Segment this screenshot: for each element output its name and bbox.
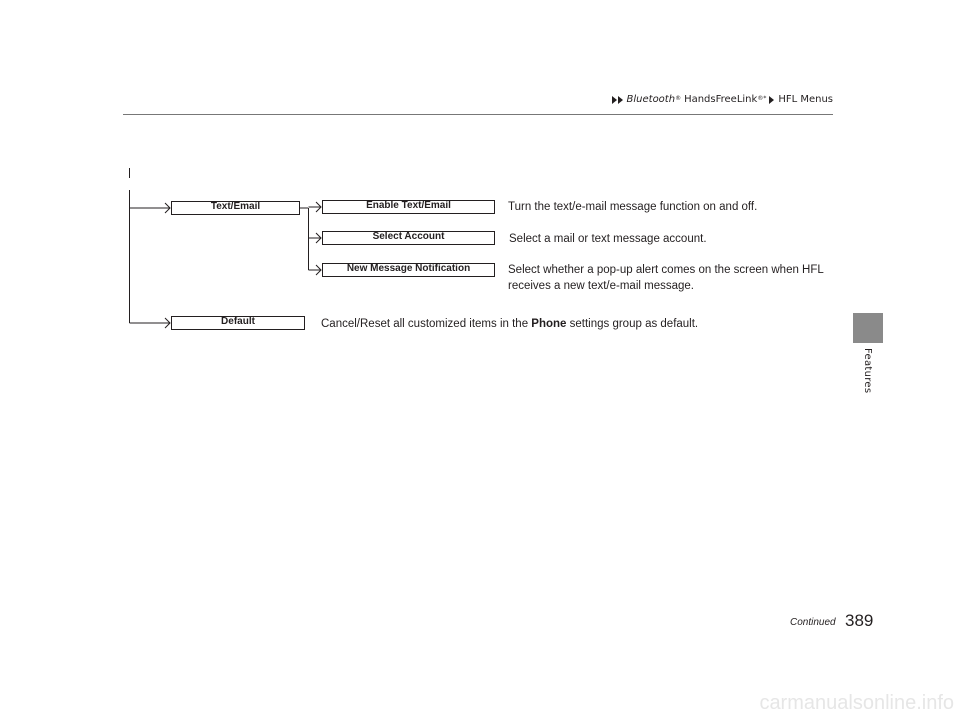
description-text: settings group as default.	[566, 318, 699, 330]
description-new-message-notification	[508, 262, 824, 294]
watermark: carmanualsonline.info	[759, 692, 954, 714]
description-emphasis: Phone	[531, 318, 567, 330]
description-text: Cancel/Reset all customized items in the	[321, 318, 532, 330]
description-line: Select whether a pop-up alert comes on the screen when HFL	[508, 264, 824, 276]
page-number: 389	[845, 611, 874, 630]
menu-item-new-message-notification[interactable]: New Message Notification	[322, 263, 495, 277]
registered-mark: ®*	[757, 95, 767, 102]
menu-item-select-account[interactable]: Select Account	[322, 231, 495, 245]
menu-item-default[interactable]: Default	[171, 316, 305, 330]
menu-item-text-email[interactable]: Text/Email	[171, 201, 300, 215]
section-label: Features	[862, 348, 873, 394]
menu-item-enable-text-email[interactable]: Enable Text/Email	[322, 200, 495, 214]
breadcrumb-item-hfl-menus[interactable]: HFL Menus	[778, 94, 833, 105]
description-line: receives a new text/e-mail message.	[508, 280, 694, 292]
continued-label: Continued	[790, 617, 836, 628]
breadcrumb-item-bluetooth[interactable]: Bluetooth	[626, 94, 676, 105]
description-default	[321, 316, 698, 332]
description-select-account: Select a mail or text message account.	[509, 233, 707, 245]
breadcrumb-item-handsfreelink[interactable]: HandsFreeLink	[684, 94, 758, 105]
description-enable-text-email: Turn the text/e-mail message function on and off.	[508, 201, 758, 213]
registered-mark: ®	[675, 95, 682, 102]
